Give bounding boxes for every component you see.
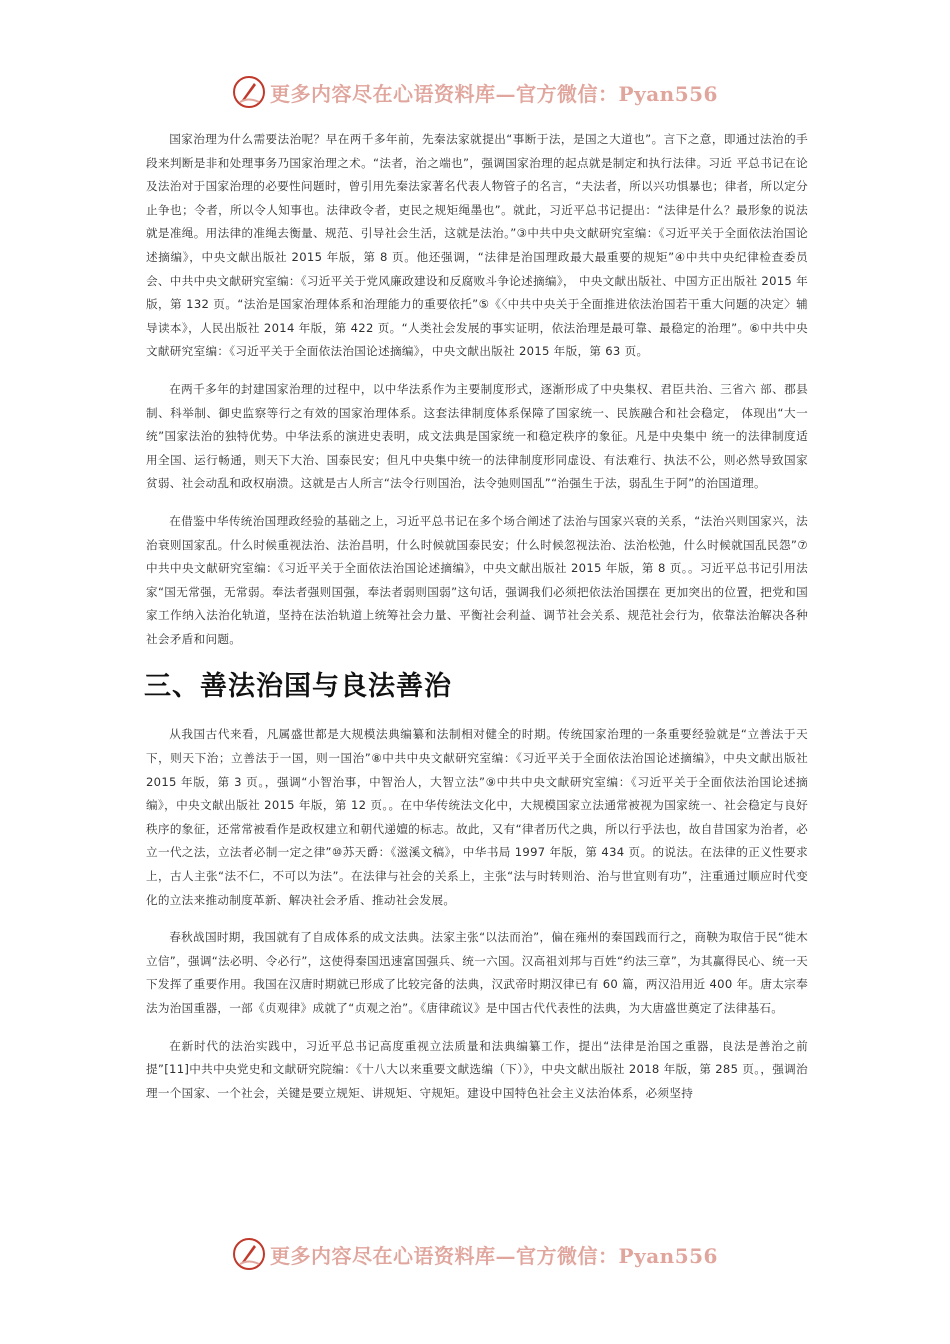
document-body [146, 128, 808, 1119]
paragraph: 在两千多年的封建国家治理的过程中，以中华法系作为主要制度形式，逐渐形成了中央集权、君臣共治、三省六 部、郡县制、科举制、御史监察等行之有效的国家治理体系。这套法律制度体系保障了国家统一、民族融合和社会稳定， 体现出“大一统”国家法治的独特优势。中华法系的演进史表明，成文法典是国家统一和稳定秩序的象征。凡是中央集中 统一的法律制度适用全国、运行畅通，则天下大治、国泰民安；但凡中央集中统一的法律制度形同虚设、有法难行、执法不公，则必然导致国家贫弱、社会动乱和政权崩溃。这就是古人所言“法令行则国治，法令弛则国乱”“治强生于法，弱乱生于阿”的治国道理。 [146, 381, 808, 491]
footer-banner [0, 1234, 950, 1274]
paragraph: 从我国古代来看，凡属盛世都是大规模法典编纂和法制相对健全的时期。传统国家治理的一条重要经验就是“立善法于天下，则天下治；立善法于一国，则一国治”⑧中共中央文献研究室编：《习近平关于全面依法治国论述摘编》，中央文献出版社 2015 年版，第 3 页。，强调“小智治事，中智治人，大智立法”⑨中共中央文献研究室编：《习近平关于全面依法治国论述摘编》，中央文献出版社 2015 年版，第 12 页。。在中华传统法文化中，大规模国家立法通常被视为国家统一、社会稳定与良好秩序的象征，还常常被看作是政权建立和朝代递嬗的标志。故此，又有“律者历代之典，所以行乎法也，故自昔国家为治者，必立一代之法，立法者必制一定之律”⑩苏天爵：《滋溪文稿》，中华书局 1997 年版，第 434 页。的说法。在法律的正义性要求上，古人主张“法不仁，不可以为法”。在法律与社会的关系上，主张“法与时转则治、治与世宜则有功”，注重通过顺应时代变化的立法来推动制度革新、解决社会矛盾、推动社会发展。 [146, 727, 808, 907]
footer-banner-text: 更多内容尽在心语资料库—官方微信：Pyan556 [270, 1243, 718, 1268]
paragraph: 国家治理为什么需要法治呢？早在两千多年前，先秦法家就提出“事断于法，是国之大道也”。言下之意，即通过法治的手段来判断是非和处理事务乃国家治理之术。“法者，治之端也”，强调国家治理的起点就是制定和执行法律。习近 平总书记在论及法治对于国家治理的必要性问题时，曾引用先秦法家著名代表人物管子的名言，“夫法者，所以兴功惧暴也；律者，所以定分止争也；令者，所以令人知事也。法律政令者，吏民之规矩绳墨也”。就此，习近平总书记提出：“法律是什么？最形象的说法就是准绳。用法律的准绳去衡量、规范、引导社会生活，这就是法治。”③中共中央文献研究室编：《习近平关于全面依法治国论述摘编》，中央文献出版社 2015 年版，第 8 页。他还强调，“法律是治国理政最大最重要的规矩”④中共中央纪律检查委员会、中共中央文献研究室编：《习近平关于党风廉政建设和反腐败斗争论述摘编》， 中央文献出版社、中国方正出版社 2015 年版，第 132 页。“法治是国家治理体系和治理能力的重要依托”⑤《〈中共中央关于全面推进依法治国若干重大问题的决定〉辅导读本》，人民出版社 2014 年版，第 422 页。“人类社会发展的事实证明，依法治理是最可靠、最稳定的治理”。⑥中共中央文献研究室编：《习近平关于全面依法治国论述摘编》，中央文献出版社 2015 年版，第 63 页。 [146, 132, 808, 359]
paragraph: 在借鉴中华传统治国理政经验的基础之上，习近平总书记在多个场合阐述了法治与国家兴衰的关系，“法治兴则国家兴，法治衰则国家乱。什么时候重视法治、法治昌明，什么时候就国泰民安；什么时候忽视法治、法治松弛，什么时候就国乱民怨”⑦中共中央文献研究室编：《习近平关于全面依法治国论述摘编》，中央文献出版社 2015 年版，第 8 页。。习近平总书记引用法家“国无常强，无常弱。奉法者强则国强，奉法者弱则国弱”这句话，强调我们必须把依法治国摆在 更加突出的位置，把党和国家工作纳入法治化轨道，坚持在法治轨道上统筹社会力量、平衡社会利益、调节社会关系、规范社会行为，依靠法治解决各种社会矛盾和问题。 [146, 513, 808, 646]
section-heading: 三、善法治国与良法善治 [144, 671, 452, 703]
quill-ink-logo-icon [232, 1237, 266, 1271]
paragraph: 春秋战国时期，我国就有了自成体系的成文法典。法家主张“以法而治”，偏在雍州的秦国践而行之，商鞅为取信于民“徙木立信”，强调“法必明、令必行”，这使得秦国迅速富国强兵、统一六国。汉高祖刘邦与百姓“约法三章”，为其赢得民心、统一天下发挥了重要作用。我国在汉唐时期就已形成了比较完备的法典，汉武帝时期汉律已有 60 篇，两汉沿用近 400 年。唐太宗奉法为治国重器，一部《贞观律》成就了“贞观之治”。《唐律疏议》是中国古代代表性的法典，为大唐盛世奠定了法律基石。 [146, 930, 808, 1015]
quill-ink-logo-icon [232, 75, 266, 109]
paragraph: 在新时代的法治实践中，习近平总书记高度重视立法质量和法典编纂工作，提出“法律是治国之重器，良法是善治之前提”[11]中共中央党史和文献研究院编：《十八大以来重要文献选编（下）》，中央文献出版社 2018 年版，第 285 页。，强调治理一个国家、一个社会，关键是要立规矩、讲规矩、守规矩。建设中国特色社会主义法治体系，必须坚持 [146, 1038, 808, 1100]
header-banner-text: 更多内容尽在心语资料库—官方微信：Pyan556 [270, 81, 718, 106]
header-banner [0, 72, 950, 112]
